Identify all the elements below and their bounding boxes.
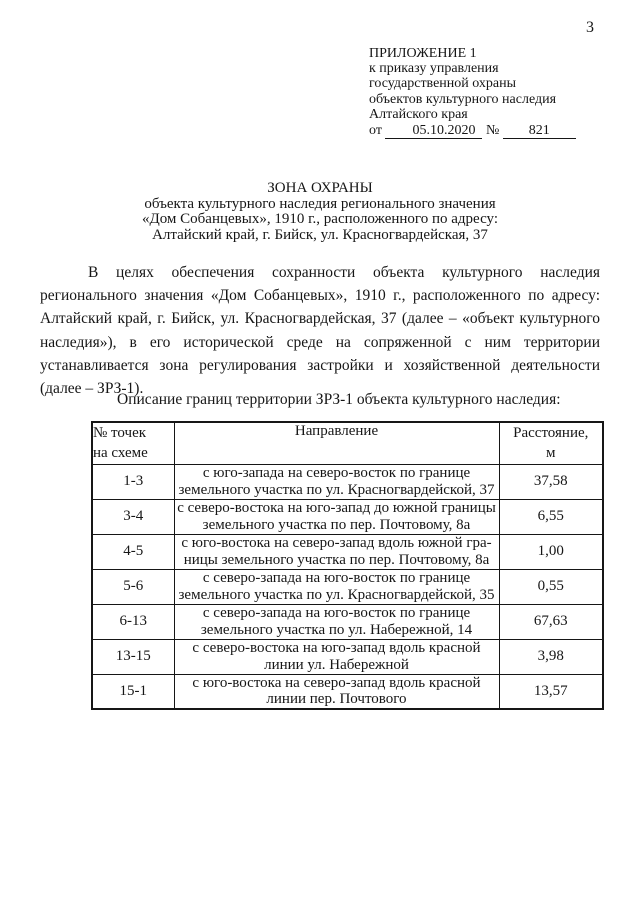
table-header-row — [92, 422, 603, 464]
cell-direction — [174, 604, 499, 639]
appendix-line: ПРИЛОЖЕНИЕ 1 — [369, 46, 477, 61]
title-line: объекта культурного наследия регионального значения — [144, 195, 496, 212]
appendix-line: Алтайского края — [369, 106, 468, 122]
cell-direction — [174, 464, 499, 499]
direction-line: с северо-запада на юго-восток по границе — [202, 604, 471, 621]
cell-distance: 13,57 — [499, 674, 603, 709]
cell-distance: 37,58 — [499, 464, 603, 499]
cell-direction — [174, 534, 499, 569]
page-number: 3 — [586, 19, 594, 36]
direction-line: ницы земельного участка по пер. Почтовому, 8а — [183, 551, 490, 568]
table-intro: Описание границ территории ЗРЗ-1 объекта культурного наследия: — [117, 391, 561, 408]
cell-points: 1-3 — [92, 464, 174, 499]
direction-line: с юго-запада на северо-восток по границе — [202, 464, 471, 481]
boundaries-table — [91, 421, 604, 710]
number-sign: № — [485, 123, 500, 139]
body-paragraph: В целях обеспечения сохранности объекта культурного наследия регионального значения «Дом Собанцевых», 1910 г., расположенного по адресу: Алтайский край, г. Бийск, ул. Красногвардейская, 37 (далее – «объект культурного наследия»), в его исторической среде на сопряженной с ним территории устанавливается зона регулирования застройки и хозяйственной деятельности (далее – ЗРЗ-1). — [40, 264, 600, 398]
order-date-line — [369, 123, 621, 139]
direction-line: линии пер. Почтового — [266, 691, 407, 708]
direction-line: земельного участка по ул. Красногвардейской, 37 — [178, 481, 495, 498]
title-line: Алтайский край, г. Бийск, ул. Красногвардейская, 37 — [152, 226, 488, 243]
column-header-direction: Направление — [174, 422, 499, 464]
cell-points: 6-13 — [92, 604, 174, 639]
appendix-line: объектов культурного наследия — [369, 91, 557, 107]
direction-line: с юго-востока на северо-запад вдоль южной гра- — [181, 534, 492, 551]
cell-points: 3-4 — [92, 499, 174, 534]
cell-points: 13-15 — [92, 639, 174, 674]
column-header-text: № точек — [93, 425, 147, 442]
cell-direction — [174, 674, 499, 709]
direction-line: с северо-востока на юго-запад до южной границы — [177, 499, 496, 516]
direction-line: с северо-запада на юго-восток по границе — [202, 569, 471, 586]
cell-distance: 1,00 — [499, 534, 603, 569]
direction-line: земельного участка по ул. Красногвардейской, 35 — [178, 586, 495, 603]
document-title — [40, 181, 600, 243]
column-header-points — [92, 422, 174, 464]
direction-line: с юго-востока на северо-запад вдоль красной — [192, 674, 481, 691]
cell-distance: 0,55 — [499, 569, 603, 604]
cell-points: 4-5 — [92, 534, 174, 569]
column-header-text: м — [546, 445, 556, 462]
direction-line: линии ул. Набережной — [264, 656, 409, 673]
cell-distance: 3,98 — [499, 639, 603, 674]
table-row — [92, 639, 603, 674]
appendix-line: к приказу управления — [369, 61, 499, 77]
direction-line: земельного участка по пер. Почтовому, 8а — [202, 516, 471, 533]
cell-direction — [174, 569, 499, 604]
cell-distance: 6,55 — [499, 499, 603, 534]
column-header-distance — [499, 422, 603, 464]
title-line: ЗОНА ОХРАНЫ — [267, 180, 373, 196]
order-number: 821 — [503, 123, 576, 139]
cell-points: 15-1 — [92, 674, 174, 709]
table-row — [92, 534, 603, 569]
column-header-text: на схеме — [93, 445, 148, 462]
direction-line: с северо-востока на юго-запад вдоль красной — [192, 639, 481, 656]
table-row — [92, 499, 603, 534]
table-row — [92, 464, 603, 499]
order-date: 05.10.2020 — [385, 123, 482, 139]
appendix-block — [369, 46, 621, 139]
cell-direction — [174, 639, 499, 674]
cell-direction — [174, 499, 499, 534]
date-prefix: от — [369, 123, 382, 139]
column-header-text: Расстояние, — [513, 425, 589, 442]
table-row — [92, 604, 603, 639]
appendix-line: государственной охраны — [369, 76, 517, 92]
title-line: «Дом Собанцевых», 1910 г., расположенного по адресу: — [141, 211, 498, 228]
table-row — [92, 569, 603, 604]
direction-line: земельного участка по ул. Набережной, 14 — [200, 621, 473, 638]
table-row — [92, 674, 603, 709]
cell-distance: 67,63 — [499, 604, 603, 639]
cell-points: 5-6 — [92, 569, 174, 604]
